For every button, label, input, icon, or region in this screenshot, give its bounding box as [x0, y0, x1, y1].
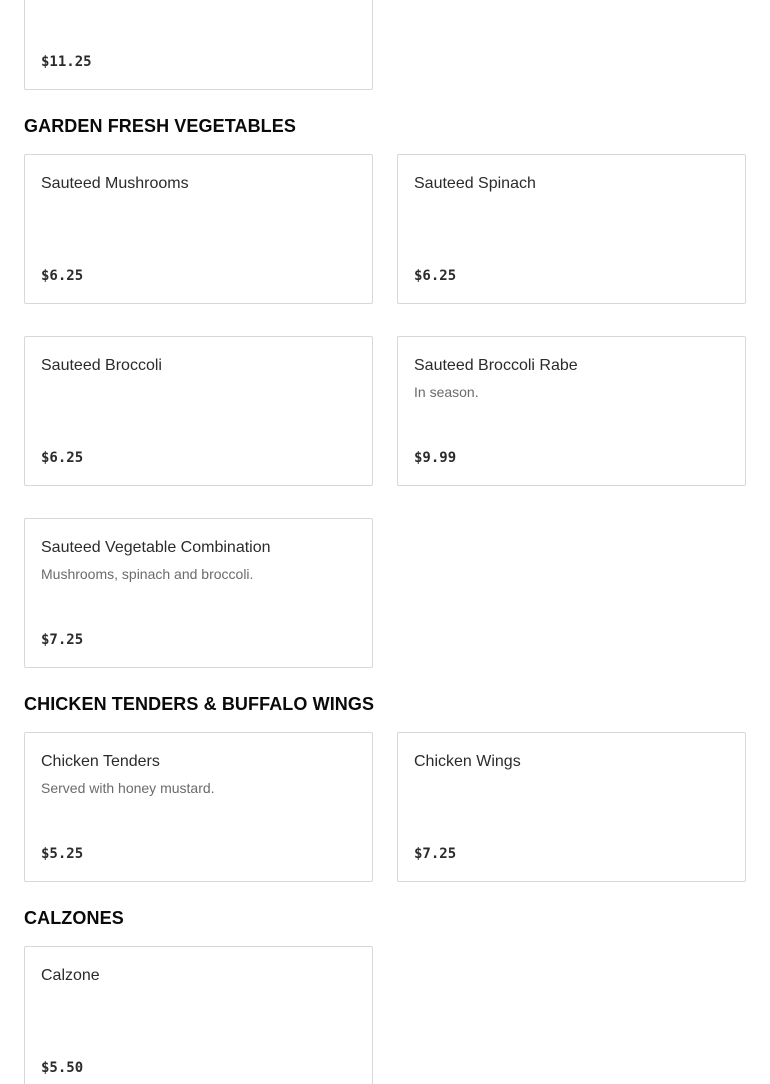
item-price: $7.25 — [414, 846, 457, 862]
item-price: $7.25 — [41, 632, 84, 648]
item-name: Chicken Wings — [414, 753, 521, 770]
menu-item-sauteed-spinach[interactable] — [397, 154, 746, 304]
menu-item-chicken-tenders[interactable] — [24, 732, 373, 882]
item-price: $5.25 — [41, 846, 84, 862]
menu-item-sauteed-broccoli-rabe[interactable] — [397, 336, 746, 486]
menu-item-chicken-wings[interactable] — [397, 732, 746, 882]
item-price: $6.25 — [41, 450, 84, 466]
item-description: Mushrooms, spinach and broccoli. — [41, 566, 254, 582]
item-name: Sauteed Vegetable Combination — [41, 539, 271, 556]
menu-item-sauteed-mushrooms[interactable] — [24, 154, 373, 304]
menu-item-sauteed-vegetable-combination[interactable] — [24, 518, 373, 668]
item-price: $11.25 — [41, 54, 92, 70]
item-name: Sauteed Broccoli — [41, 357, 162, 374]
section-title-chicken: CHICKEN TENDERS & BUFFALO WINGS — [24, 694, 375, 714]
item-price: $6.25 — [414, 268, 457, 284]
item-name: Chicken Tenders — [41, 753, 160, 770]
item-price: $9.99 — [414, 450, 457, 466]
item-name: Sauteed Broccoli Rabe — [414, 357, 578, 374]
item-name: Sauteed Spinach — [414, 175, 536, 192]
item-description: In season. — [414, 384, 479, 400]
menu-item-sauteed-broccoli[interactable] — [24, 336, 373, 486]
menu-item-card[interactable] — [24, 0, 373, 90]
section-title-vegetables: GARDEN FRESH VEGETABLES — [24, 116, 296, 136]
item-description: Served with honey mustard. — [41, 780, 215, 796]
menu-item-calzone[interactable] — [24, 946, 373, 1084]
item-name: Sauteed Mushrooms — [41, 175, 189, 192]
item-price: $6.25 — [41, 268, 84, 284]
item-name: Calzone — [41, 967, 100, 984]
section-title-calzones: CALZONES — [24, 908, 124, 928]
item-price: $5.50 — [41, 1060, 84, 1076]
